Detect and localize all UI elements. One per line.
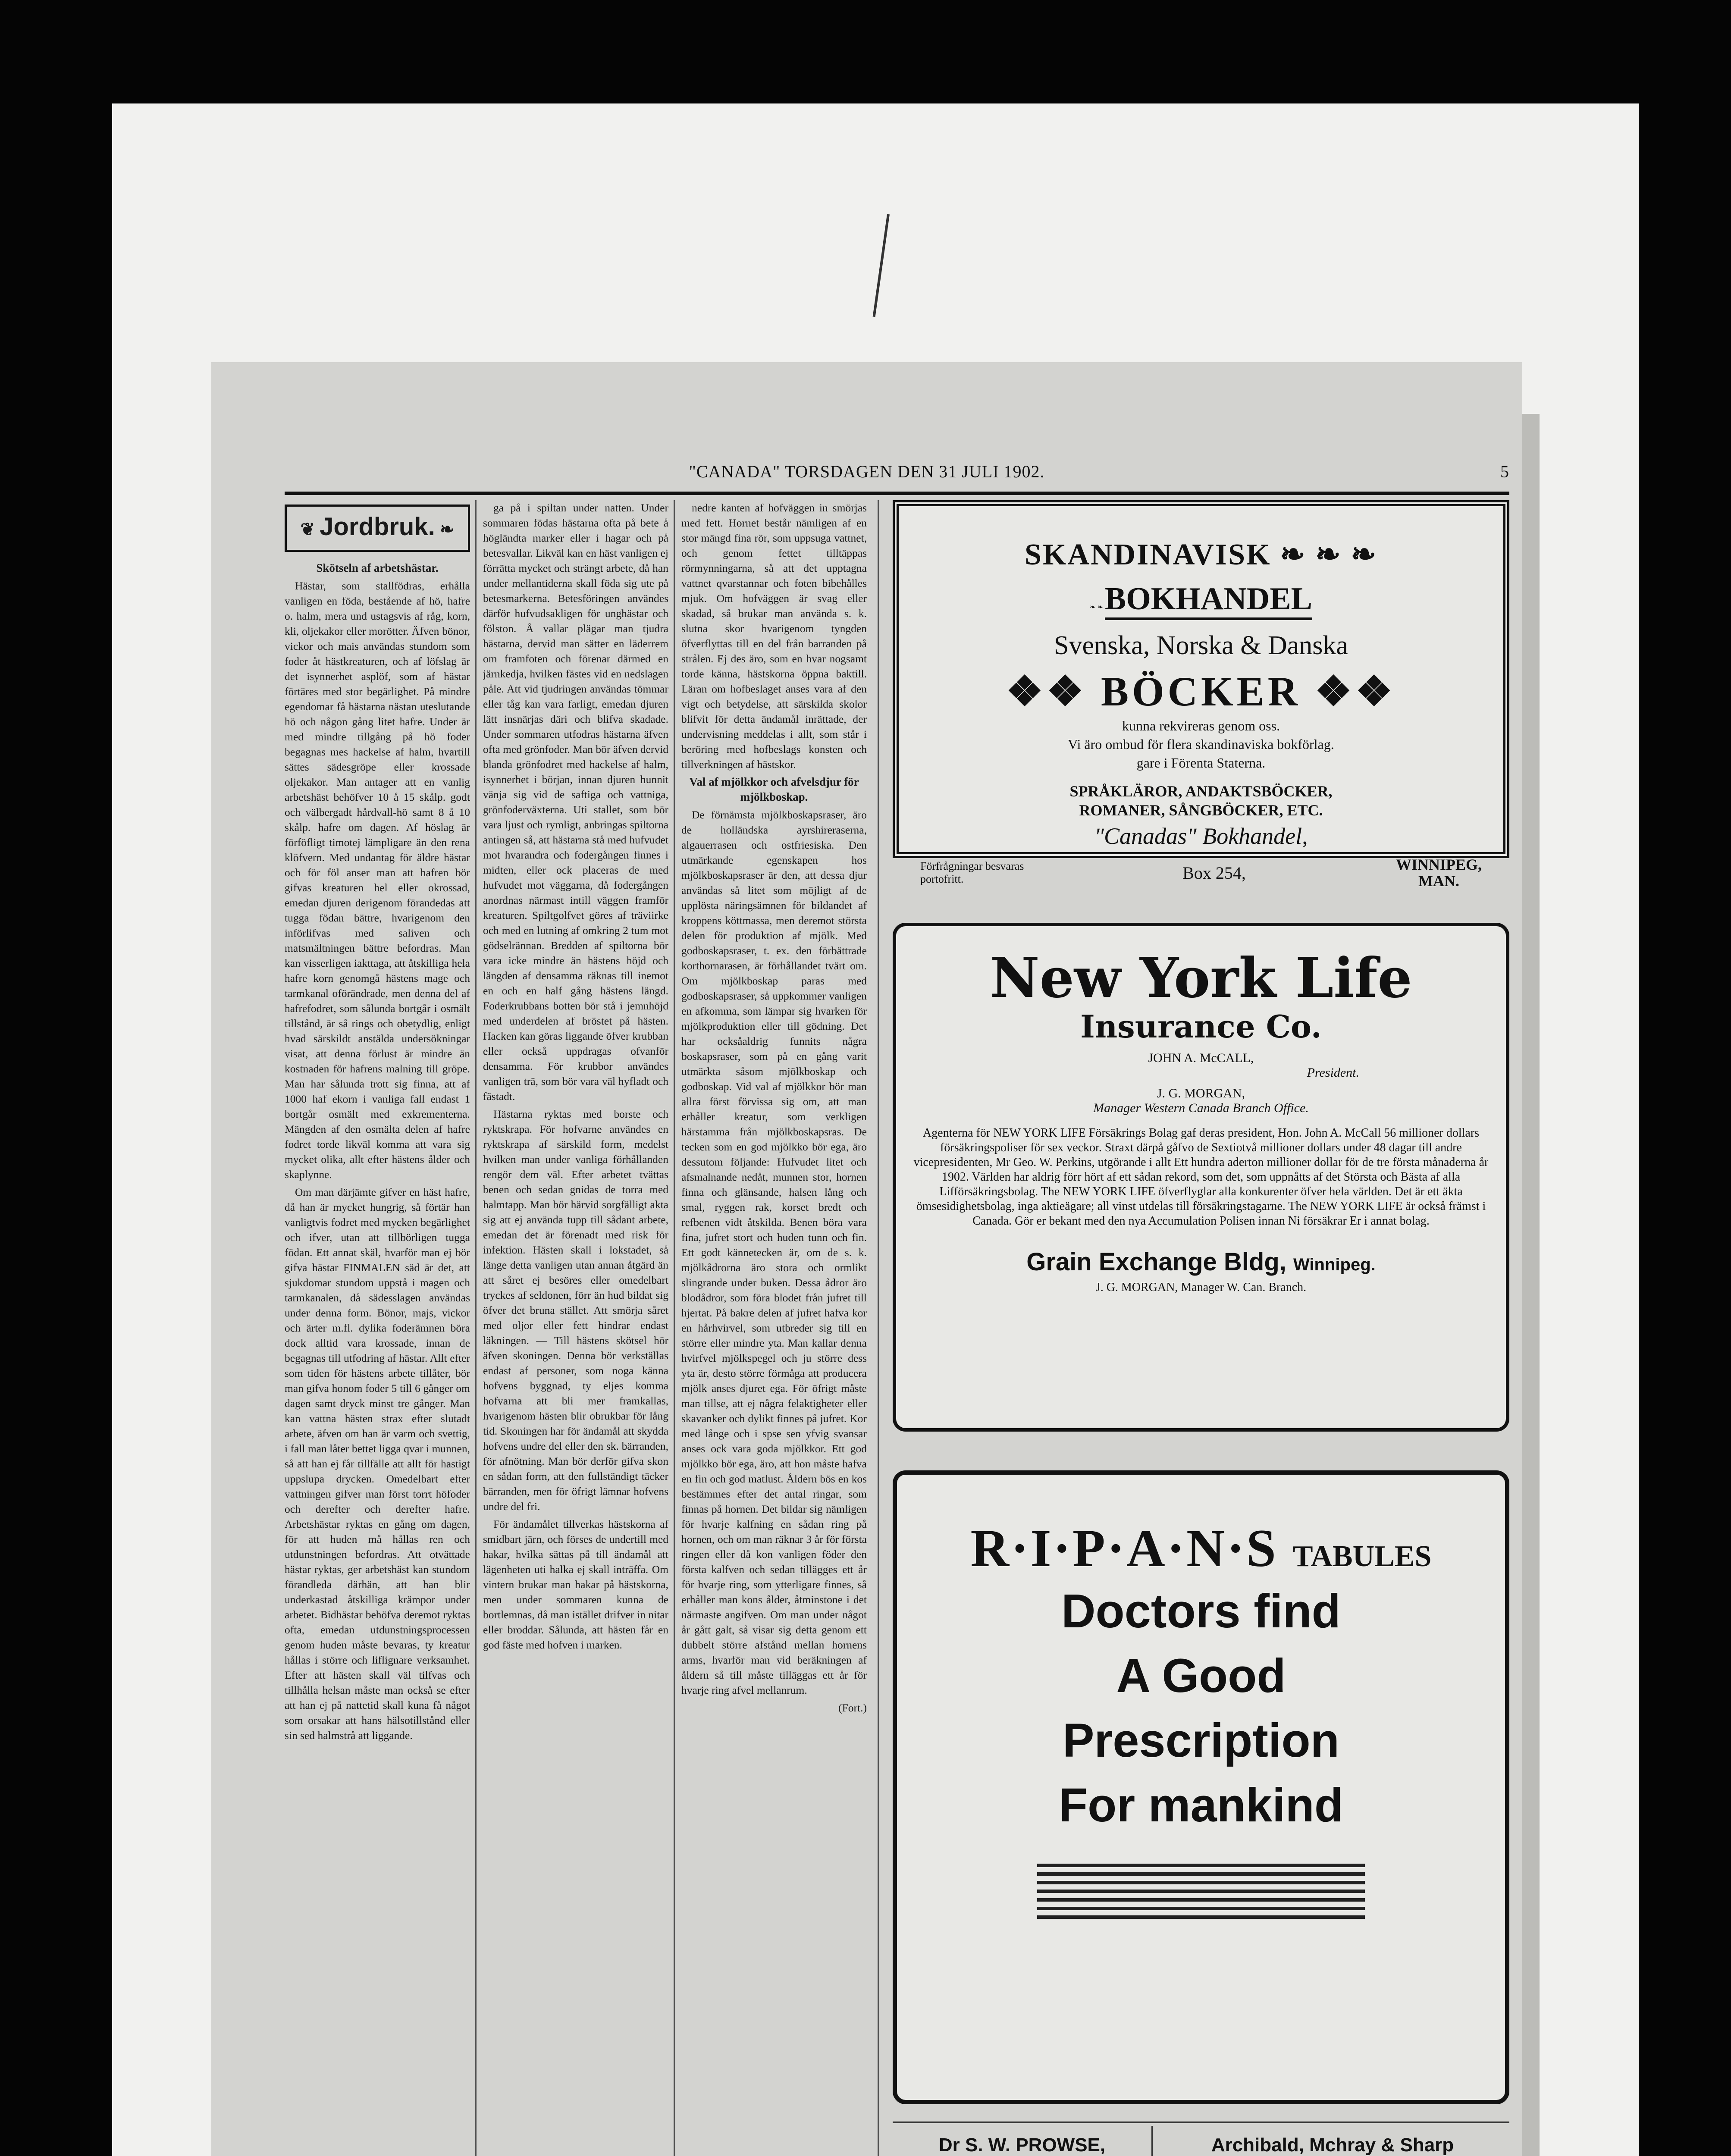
section-title: Jordbruk.	[320, 513, 435, 541]
ad-city: Winnipeg.	[1293, 1255, 1376, 1274]
continued-note: (Fort.)	[838, 1702, 867, 1714]
margin-mark	[873, 214, 916, 321]
ad-role: Manager Western Canada Branch Office.	[1093, 1101, 1309, 1115]
ad-name: Archibald, Mchray & Sharp	[1211, 2134, 1454, 2156]
column-1	[285, 500, 470, 2156]
ad-line: BOKHANDEL	[1105, 581, 1312, 620]
section-title-box	[285, 505, 470, 552]
article-subheading: Skötseln af arbetshästar.	[316, 561, 439, 574]
ad-line: SKANDINAVISK	[1025, 538, 1271, 571]
bookshop-ad	[893, 500, 1509, 890]
ad-address: Grain Exchange Bldg,	[1026, 1248, 1286, 1276]
column-3	[681, 500, 867, 2156]
ad-line: For mankind	[1058, 1779, 1344, 1832]
ad-body: Agenterna för NEW YORK LIFE Försäkrings Bolag gaf deras president, Hon. John A. McCall 56 millioner dollars försäkringspoliser för sex veckor. Straxt därpå gåfvo de Sextiotvå millioner dollars under 48 dagar till andre vicepresidenten, Mr Geo. W. Perkins, utgörande i allt Ett hundra aderton millioner dollar för de tre första månaderna år 1902. Världen har aldrig förr hört af ett sådan rekord, som det, som uppnåtts af det Största och Bästa af alla Lifförsäkringsbolag. The NEW YORK LIFE öfverflyglar alla konkurenter öfver hela världen. Det är ett äkta ömsesidighetsbolag, inga aktieägare; all vinst utdelas till försäkringstagarne. The NEW YORK LIFE är också främst i Canada. Gör er bekant med den nya Accumulation Polisen innan Ni försäkrar Er i annat bolag.	[913, 1126, 1489, 1228]
page-header	[285, 461, 1509, 487]
prowse-ad	[897, 2130, 1147, 2156]
ad-line: kunna rekvireras genom oss.	[1122, 718, 1280, 733]
illegible-fine-print	[1037, 1864, 1365, 1924]
ad-line: Svenska, Norska & Danska	[1054, 631, 1348, 660]
column-divider	[878, 500, 879, 2156]
ad-line: Doctors find	[1061, 1585, 1341, 1638]
article-paragraph: nedre kanten af hofväggen in smörjas med fett. Hornet består nämligen af en stor mängd fina rör, som uppsuga vattnet, och genom fettet tilltäppas rörmynningarna, så att det upptagna vattnet qvarstannar och foten bibehålles mjuk. Om hofväggen är svag eller skadad, så brukar man använda s. k. slutna skor hvarigenom tyngden öfverflyttas till en del från barranden på strålen. Ej des äro, som en hvar nogsamt torde känna, hästskorna öppna baktill. Läran om hofbeslaget anses vara af den vigt och betydelse, att särskilda skolor blifvit för detta ändamål inrättade, der undervisning meddelas i allt, som står i beröring med hofbeslags konsten och tillverkningen af hästskor.	[681, 501, 867, 771]
article-paragraph: De förnämsta mjölkboskapsraser, äro de holländska ayrshireraserna, algauerrasen och ostfriesiska. Den utmärkande egenskapen hos mjölkboskapsraser är den, att dessa djur användas så litet som möjligt af de upplösta näringsämnen för bildandet af kroppens köttmassa, men deremot största delen för produktion af mjölk. Med godboskapsraser, t. ex. den förbättrade korthornarasen, är förhållandet tvärt om. Om mjölkboskap paras med godboskapsraser, så uppkommer vanligen en afkomma, som lämpar sig hvarken för mjölkproduktion eller till gödning. Det har ocksåaldrig funnits några boskapsraser, som på en gång varit utmärkta såsom mjölkboskap och godboskap. Vid val af mjölkkor bör man allra först förvissa sig om, att man erhåller kreatur, som verkligen härstamma från mjölkboskapsras. De tecken som en god mjölkko bör ega, äro dessutom följande: Hufvudet litet och afsmalnande nedåt, munnen stor, hornen finna och glänsande, halsen lång och smal, ryggen rak, korset bredt och refbenen vidt åtskilda. Benen böra vara fina, jufret stort och huden tunn och fin. Ett godt kännetecken är, om de s. k. mjölkådrorna äro stora och ormlikt slingrande under buken. Dessa ådror äro blodådror, som föra blodet från jufret till hjertat. På bakre delen af jufret hafva kor en hårhvirvel, som utbreder sig till en större eller mindre yta. Man kallar denna hvirfvel mjölkspegel och ju större dess yta är, desto större förmåga att producera mjölk anses djuret ega. För öfrigt måste man tillse, att ej några felaktigheter eller skavanker och dylikt finnes på jufret. Kor med långe och i spse sen yfvig svansar anses ock vara goda mjölkkor. Ett god mjölkko bör ega, äro, att hon måste hafva en fin och god matlust. Åldern bös en kos bestämmes efter det antal ringar, som finnas på hornen. Det bildar sig nämligen för hvarje kalfning en sådan ring på hornen, och om man räknar 3 år för första ringen eller då kon vanligen föder den första kalfven och sedan tillägges ett år för hvarje ring, som ytterligare finnes, så erhåller man kons ålder, åtminstone i det närmaste angifven. Om man under något år gått galt, så visar sig detta genom ett dubbelt större afstånd mellan hornens arms, hvarför man vid beräkningen af åldern så till måste tilläggas ett år för hvarje ring afvel mellanrum.	[681, 808, 867, 1696]
page-edge	[1522, 414, 1540, 2156]
leaf-ornament-icon: ❦	[300, 520, 320, 539]
ad-line: "Canadas" Bokhandel,	[1094, 823, 1308, 849]
leaf-ornament-icon: ❧ ❧ ❧	[1280, 538, 1377, 571]
ad-separator	[893, 2122, 1509, 2123]
ad-name: Dr S. W. PROWSE,	[938, 2134, 1106, 2156]
article-paragraph: Hästarna ryktas med borste och ryktskrapa. För hofvarne användes en ryktskrapa af särskild form, medelst hvilken man under vanliga förhållanden rengör dem väl. Efter arbetet tvättas benen och sedan gnidas de torra med halmtapp. Man bör härvid sorgfälligt akta sig att ej använda tupp till sådant arbete, emedan det är förenadt med risk för infektion. Hästen skall i lokstadet, så länge detta vanligen utan annan åtgärd än att såret ej besöres eller omedelbart tryckes af seldonen, förr än hud bildat sig öfver det bruna stället. Att smörja såret med oljor eller fett hindrar endast läkningen. — Till hästens skötsel hör äfven skoningen. Denna bör verkställas endast af personer, som noga känna hofvens byggnad, ty eljes komma hofvarna att bli mer framkallas, hvarigenom hästen blir obrukbar för lång tid. Skoningen har för ändamål att skydda hofvens undre del eller den sk. bärranden, för afnötning. Man bör derför gifva skon en sådan form, att den fullständigt täcker bärranden, men för öfrigt lämnar hofvens undre del fri.	[483, 1108, 668, 1513]
newspaper-page	[211, 362, 1522, 2156]
ad-manager: J. G. MORGAN, Manager W. Can. Branch.	[1095, 1281, 1307, 1294]
ad-person: JOHN A. McCALL,	[1148, 1051, 1254, 1065]
ad-role: President.	[1307, 1065, 1359, 1080]
column-divider	[475, 500, 477, 2156]
ad-line: Prescription	[1063, 1714, 1339, 1767]
ad-line: ROMANER, SÅNGBÖCKER, ETC.	[1079, 802, 1323, 819]
archibald-ad	[1160, 2130, 1505, 2156]
article-paragraph: Om man därjämte gifver en häst hafre, då han är mycket hungrig, så förtär han vanligtvis fodret med mycken begärlighet och ifver, utan att tillbörligen tugga födan. Ett annat skäl, hvarför man ej bör gifva hästar FINMALEN säd är det, att sjukdomar stundom uppstå i magen och tarmkanalen, då sädesslagen användas under denna form. Bönor, majs, vickor och ärter m.fl. dylika foderämnen böra dock alltid vara krossade, innan de begagnas till utfodring af hästar. Allt efter som tiden för hästens arbete tillåter, bör man gifva honom foder 5 till 6 gånger om dagen samt dryck minst tre gånger. Man kan vattna hästen strax efter slutadt arbete, äfven om han är varm och svettig, i fall man låter bettet ligga qvar i munnen, så att han ej får tillfälle att allt för hastigt uppslupa drycken. Omedelbart efter vattningen gifver man först torrt höfoder och derefter och derefter hafre. Arbetshästar ryktas en gång om dagen, för att huden må hållas ren och utdunstningen befordras. Att otvättade hästar ryktas, ger arbetshäst kan stundom förandleda därhän, att han blir underkastad åtskilliga krämpor under arbetet. Bidhästar behöfva deremot ryktas ofta, emedan utdunstningsprocessen genom huden måste bevaras, ty kreatur hållas i större och liflignare verksamhet. Efter att hästen skall väl tilfvas och tillhålla helsan måste man också se efter att han ej på nattetid skall kuna få något som orsakar att hans hälsotillstånd eller sin sed halmstrå att liggande.	[285, 1186, 470, 1742]
page-number: 5	[1500, 462, 1509, 481]
leaf-ornament-icon: ❧ ❧	[1090, 604, 1105, 611]
article-subheading: Val af mjölkkor och afvelsdjur för mjölkboskap.	[689, 775, 859, 803]
header-rule	[285, 492, 1509, 495]
article-paragraph: Hästar, som stallfödras, erhålla vanligen en föda, bestående af hö, hafre o. halm, mera und ustagsvis af råg, korn, kli, oljekakor eller morötter. Äfven bönor, vickor och mais användas stundom som foder åt hästkreaturen, och af löfslag är det isynnerhet asplöf, som af hästar förtäres med stor begärlighet. På mindre egendomar få hästarna nästan uteslutande hö och någon gång litet hafre. Under är med mindre tillgång på hö foder begagnas mes hackelse af halm, hvartill sättes sädesgröpe eller krossade oljekakor. Man antager att en vanlig arbetshäst behöfver 10 å 15 skålp. godt och välbergadt hårdvall-hö samt 8 å 10 skålp. hafre om dagen. Af höslag är förföfligt timotej lämpligare än den rena klöfvern. Med undantag för äldre hästar och för föl anser man att hafren bör gifvas kreaturen hel eller okrossad, emedan djuren derigenom förandedas att tugga födan bättre, hvarigenom den införlifvas med saliven och matsmältningen bättre befordras. Man kan visserligen iakttaga, att åtskilliga hela hafre korn genomgå hästens mage och tarmkanal oförändrade, men denna del af hafrefodret, som sålunda bortgår i osmält tillstånd, är så rings och obetydlig, enligt hvad särskildt anstälda undersökningar visat, att denna förlust är mindre än kostnaden för hafrens malning till gröpe. Man har sålunda trott sig finna, att af 1000 haf ekorn i vanliga fall endast 1 bortgår osmält med exkrementerna. Mängden af den osmälta delen af hafre fodret torde likväl komma att vara sig mycket olika, allt efter hästens ålder och skaplynne.	[285, 580, 470, 1181]
ad-line: Vi äro ombud för flera skandinaviska bokförlag.	[1068, 736, 1334, 752]
header-title: "CANADA" TORSDAGEN DEN 31 JULI 1902.	[689, 462, 1045, 481]
ornament-icon: ❖❖	[1301, 668, 1396, 714]
new-york-life-ad	[893, 923, 1509, 1432]
ad-line: gare i Förenta Staterna.	[1136, 755, 1266, 771]
column-divider	[674, 500, 675, 2156]
ad-brand: R·I·P·A·N·S	[970, 1519, 1278, 1578]
ad-separator	[1151, 2126, 1153, 2156]
ad-company-name: New York Life	[990, 946, 1412, 1010]
column-2	[483, 500, 668, 2156]
ad-box: Box 254,	[1182, 863, 1246, 883]
ad-line: BÖCKER	[1101, 668, 1301, 714]
ad-note: Förfrågningar besvaras portofritt.	[920, 860, 1024, 885]
ad-province: MAN.	[1418, 872, 1459, 890]
leaf-ornament-icon: ❧	[435, 520, 455, 539]
ad-company-subtitle: Insurance Co.	[1080, 1008, 1322, 1045]
ornament-icon: ❖❖	[1006, 668, 1101, 714]
ad-person: J. G. MORGAN,	[1157, 1086, 1245, 1100]
ripans-ad	[893, 1470, 1509, 2104]
ad-city: WINNIPEG,	[1395, 856, 1482, 873]
ad-line: SPRÅKLÄROR, ANDAKTSBÖCKER,	[1069, 783, 1333, 800]
article-paragraph: För ändamålet tillverkas hästskorna af smidbart järn, och förses de undertill med hakar, hvilka sättas på till ändamål att lägenheten uti halka ej skall inträffa. Om vintern brukar man hakar på hästskorna, men under sommaren kunna de bortlemnas, då man istället drifver in nitar eller broddar. Sålunda, att hästen får en god fäste med hofven i marken.	[483, 1518, 668, 1651]
article-paragraph: ga på i spiltan under natten. Under sommaren födas hästarna ofta på bete å högländta marker eller i hagar och på betesvallar. Likväl kan en häst vanligen ej förrätta mycket och strängt arbete, då han under mellantiderna skall föda sig ute på betesmarkerna. Betesföringen användes därför hufvudsakligen för unghästar och fölston. Å vallar plägar man tjudra hästarna, dervid man sätter en läderrem om framfoten och förenar därmed en järnkedja, hvilken fästes vid en nedslagen påle. Att vid tjudringen användas tömmar eller tåg kan vara farligt, emedan djuren lätt insnärjas däri och blifva skadade. Under sommaren utfodras hästarna äfven ofta med grönfoder. Man bör äfven dervid blanda grönfodret med hackelse af halm, isynnerhet i början, innan djuren hunnit vänja sig vid de saftiga och vattniga, grönfoderväxterna. Uti stallet, som bör vara ljust och rymligt, anbringas spiltorna antingen så, att hästarna stå med hufvudet mot hvarandra och fodergången finnes i midten, eller ock placeras de med hufvudet mot väggarna, då fodergången anordnas närmast intill väggen framför kreaturen. Spiltgolfvet göres af träviirke och med en lutning af omkring 2 tum mot gödselrännan. Bredden af spiltorna bör vara icke mindre än hästens höjd och längden af densamma räknas till inemot en och en half gång hästens längd. Foderkrubbans botten bör stå i jemnhöjd med underdelen af bröstet på hästen. Hacken kan göras liggande öfver krubban eller också uppdragas ofvanför densamma. För krubbor användes vanligen trä, som bör vara väl hyfladt och fästadt.	[483, 501, 668, 1103]
ad-line: A Good	[1116, 1649, 1286, 1702]
ad-brand-suffix: TABULES	[1292, 1540, 1432, 1573]
